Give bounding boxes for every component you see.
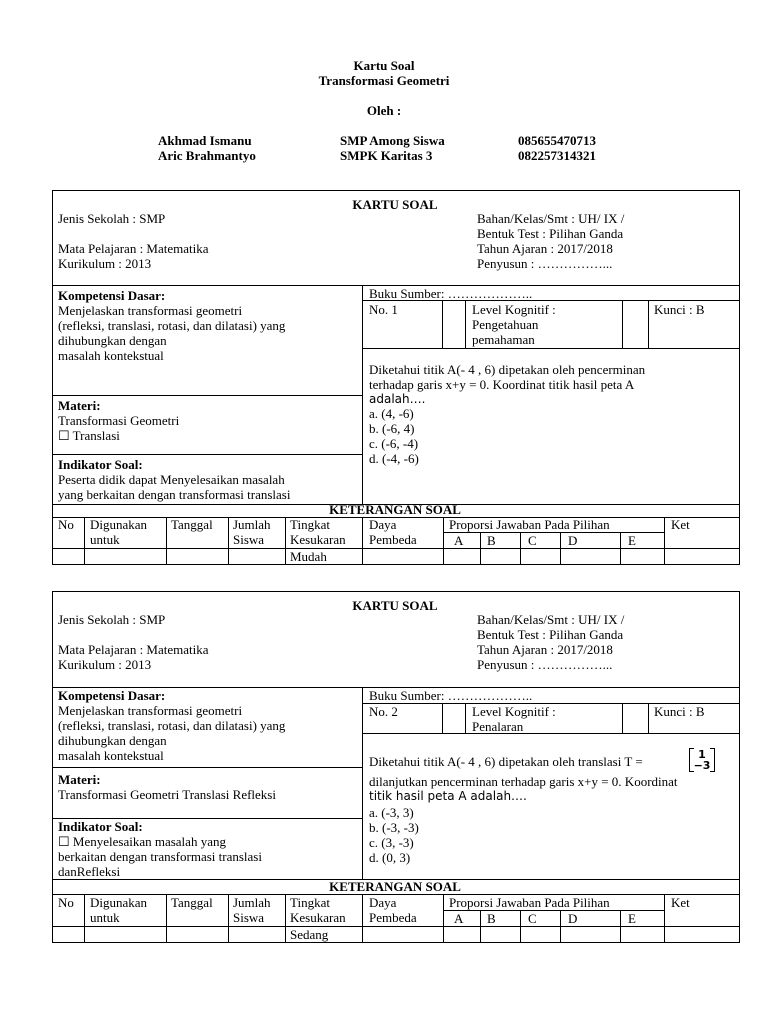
author-phone: 082257314321	[518, 148, 596, 163]
col-digunakan: Digunakan	[90, 895, 148, 910]
option-d: d. (-4, -6)	[369, 451, 419, 466]
matrix-entry-bottom: −3	[693, 759, 711, 772]
jenis-sekolah: Jenis Sekolah : SMP	[58, 612, 166, 627]
level-kognitif-line: Level Kognitif :	[472, 704, 556, 719]
soal-number: No. 2	[369, 704, 398, 719]
indikator-label: Indikator Soal:	[58, 819, 143, 834]
author-phone: 085655470713	[518, 133, 596, 148]
col-tanggal: Tanggal	[171, 517, 213, 532]
kurikulum: Kurikulum : 2013	[58, 256, 152, 271]
choice-e: E	[628, 911, 636, 926]
indikator-line: ☐ Menyelesaikan masalah yang	[58, 834, 226, 849]
col-daya: Pembeda	[369, 532, 417, 547]
by-label: Oleh :	[366, 103, 402, 118]
kunci: Kunci : B	[654, 302, 705, 317]
kd-line: dihubungkan dengan	[58, 733, 167, 748]
kompetensi-dasar-label: Kompetensi Dasar:	[58, 288, 166, 303]
materi-label: Materi:	[58, 398, 101, 413]
bahan-kelas-smt: Bahan/Kelas/Smt : UH/ IX /	[477, 612, 625, 627]
indikator-line: Peserta didik dapat Menyelesaikan masalah	[58, 472, 285, 487]
kartu-soal-card-1	[0, 190, 768, 566]
option-c: c. (3, -3)	[369, 835, 414, 850]
jenis-sekolah: Jenis Sekolah : SMP	[58, 211, 166, 226]
choice-a: A	[454, 911, 464, 926]
materi-line: Transformasi Geometri Translasi Refleksi	[58, 787, 276, 802]
penyusun: Penyusun : ……………...	[477, 256, 613, 271]
soal-number: No. 1	[369, 302, 398, 317]
bentuk-test: Bentuk Test : Pilihan Ganda	[477, 627, 624, 642]
question-line: adalah….	[369, 392, 426, 406]
bentuk-test: Bentuk Test : Pilihan Ganda	[477, 226, 624, 241]
col-digunakan: Digunakan	[90, 517, 148, 532]
kompetensi-dasar-label: Kompetensi Dasar:	[58, 688, 166, 703]
tahun-ajaran: Tahun Ajaran : 2017/2018	[477, 642, 613, 657]
choice-b: B	[487, 533, 496, 548]
kunci: Kunci : B	[654, 704, 705, 719]
col-ket: Ket	[671, 517, 690, 532]
option-d: d. (0, 3)	[369, 850, 411, 865]
col-digunakan: untuk	[90, 910, 120, 925]
indikator-line: danRefleksi	[58, 864, 121, 879]
indikator-line: berkaitan dengan transformasi translasi	[58, 849, 262, 864]
buku-sumber: Buku Sumber: ………………..	[369, 286, 533, 301]
card-title: KARTU SOAL	[352, 197, 438, 212]
kd-line: (refleksi, translasi, rotasi, dan dilatasi) yang	[58, 718, 286, 733]
col-jumlah: Jumlah	[233, 895, 271, 910]
choice-e: E	[628, 533, 636, 548]
col-proporsi: Proporsi Jawaban Pada Pilihan	[449, 895, 610, 910]
col-jumlah: Jumlah	[233, 517, 271, 532]
choice-d: D	[568, 911, 578, 926]
kartu-soal-card-2	[0, 591, 768, 947]
kd-line: masalah kontekstual	[58, 748, 164, 763]
materi-line: Transformasi Geometri	[58, 413, 180, 428]
col-tingkat: Tingkat	[290, 895, 330, 910]
col-tingkat: Kesukaran	[290, 910, 346, 925]
tingkat-value: Sedang	[290, 927, 329, 942]
col-tingkat: Tingkat	[290, 517, 330, 532]
col-daya: Daya	[369, 895, 397, 910]
card-title: KARTU SOAL	[352, 598, 438, 613]
col-jumlah: Siswa	[233, 910, 265, 925]
col-jumlah: Siswa	[233, 532, 265, 547]
level-kognitif-line: Penalaran	[472, 719, 524, 734]
kd-line: Menjelaskan transformasi geometri	[58, 703, 243, 718]
level-kognitif-line: Pengetahuan	[472, 317, 539, 332]
col-no: No	[58, 517, 74, 532]
choice-a: A	[454, 533, 464, 548]
col-no: No	[58, 895, 74, 910]
keterangan-title: KETERANGAN SOAL	[329, 879, 461, 894]
col-ket: Ket	[671, 895, 690, 910]
choice-d: D	[568, 533, 578, 548]
col-proporsi: Proporsi Jawaban Pada Pilihan	[449, 517, 610, 532]
penyusun: Penyusun : ……………...	[477, 657, 613, 672]
mata-pelajaran: Mata Pelajaran : Matematika	[58, 241, 209, 256]
col-tanggal: Tanggal	[171, 895, 213, 910]
col-daya: Pembeda	[369, 910, 417, 925]
translation-vector-matrix	[689, 747, 715, 773]
level-kognitif-line: pemahaman	[472, 332, 535, 347]
col-digunakan: untuk	[90, 532, 120, 547]
option-c: c. (-6, -4)	[369, 436, 419, 451]
choice-c: C	[528, 533, 537, 548]
doc-subtitle: Transformasi Geometri	[318, 73, 450, 88]
col-tingkat: Kesukaran	[290, 532, 346, 547]
kd-line: dihubungkan dengan	[58, 333, 167, 348]
author-school: SMP Among Siswa	[340, 133, 445, 148]
indikator-line: yang berkaitan dengan transformasi translasi	[58, 487, 291, 502]
option-b: b. (-6, 4)	[369, 421, 415, 436]
kurikulum: Kurikulum : 2013	[58, 657, 152, 672]
doc-title: Kartu Soal	[353, 58, 415, 73]
materi-line: ☐ Translasi	[58, 428, 120, 443]
level-kognitif-line: Level Kognitif :	[472, 302, 556, 317]
kd-line: (refleksi, translasi, rotasi, dan dilatasi) yang	[58, 318, 286, 333]
matrix-entry-top: 1	[698, 748, 706, 761]
indikator-label: Indikator Soal:	[58, 457, 143, 472]
option-a: a. (4, -6)	[369, 406, 414, 421]
tingkat-value: Mudah	[290, 549, 327, 564]
col-daya: Daya	[369, 517, 397, 532]
choice-b: B	[487, 911, 496, 926]
buku-sumber: Buku Sumber: ………………..	[369, 688, 533, 703]
question-line: terhadap garis x+y = 0. Koordinat titik hasil peta A	[369, 377, 635, 392]
question-line: dilanjutkan pencerminan terhadap garis x+y = 0. Koordinat	[369, 774, 678, 789]
question-line: Diketahui titik A(- 4 , 6) dipetakan oleh pencerminan	[369, 362, 646, 377]
bahan-kelas-smt: Bahan/Kelas/Smt : UH/ IX /	[477, 211, 625, 226]
kd-line: Menjelaskan transformasi geometri	[58, 303, 243, 318]
option-b: b. (-3, -3)	[369, 820, 419, 835]
choice-c: C	[528, 911, 537, 926]
author-name: Aric Brahmantyo	[158, 148, 256, 163]
tahun-ajaran: Tahun Ajaran : 2017/2018	[477, 241, 613, 256]
keterangan-title: KETERANGAN SOAL	[329, 502, 461, 517]
author-name: Akhmad Ismanu	[158, 133, 252, 148]
mata-pelajaran: Mata Pelajaran : Matematika	[58, 642, 209, 657]
option-a: a. (-3, 3)	[369, 805, 414, 820]
author-school: SMPK Karitas 3	[340, 148, 433, 163]
kd-line: masalah kontekstual	[58, 348, 164, 363]
question-line: titik hasil peta A adalah….	[369, 789, 527, 803]
question-line: Diketahui titik A(- 4 , 6) dipetakan oleh translasi T =	[369, 754, 643, 769]
materi-label: Materi:	[58, 772, 101, 787]
